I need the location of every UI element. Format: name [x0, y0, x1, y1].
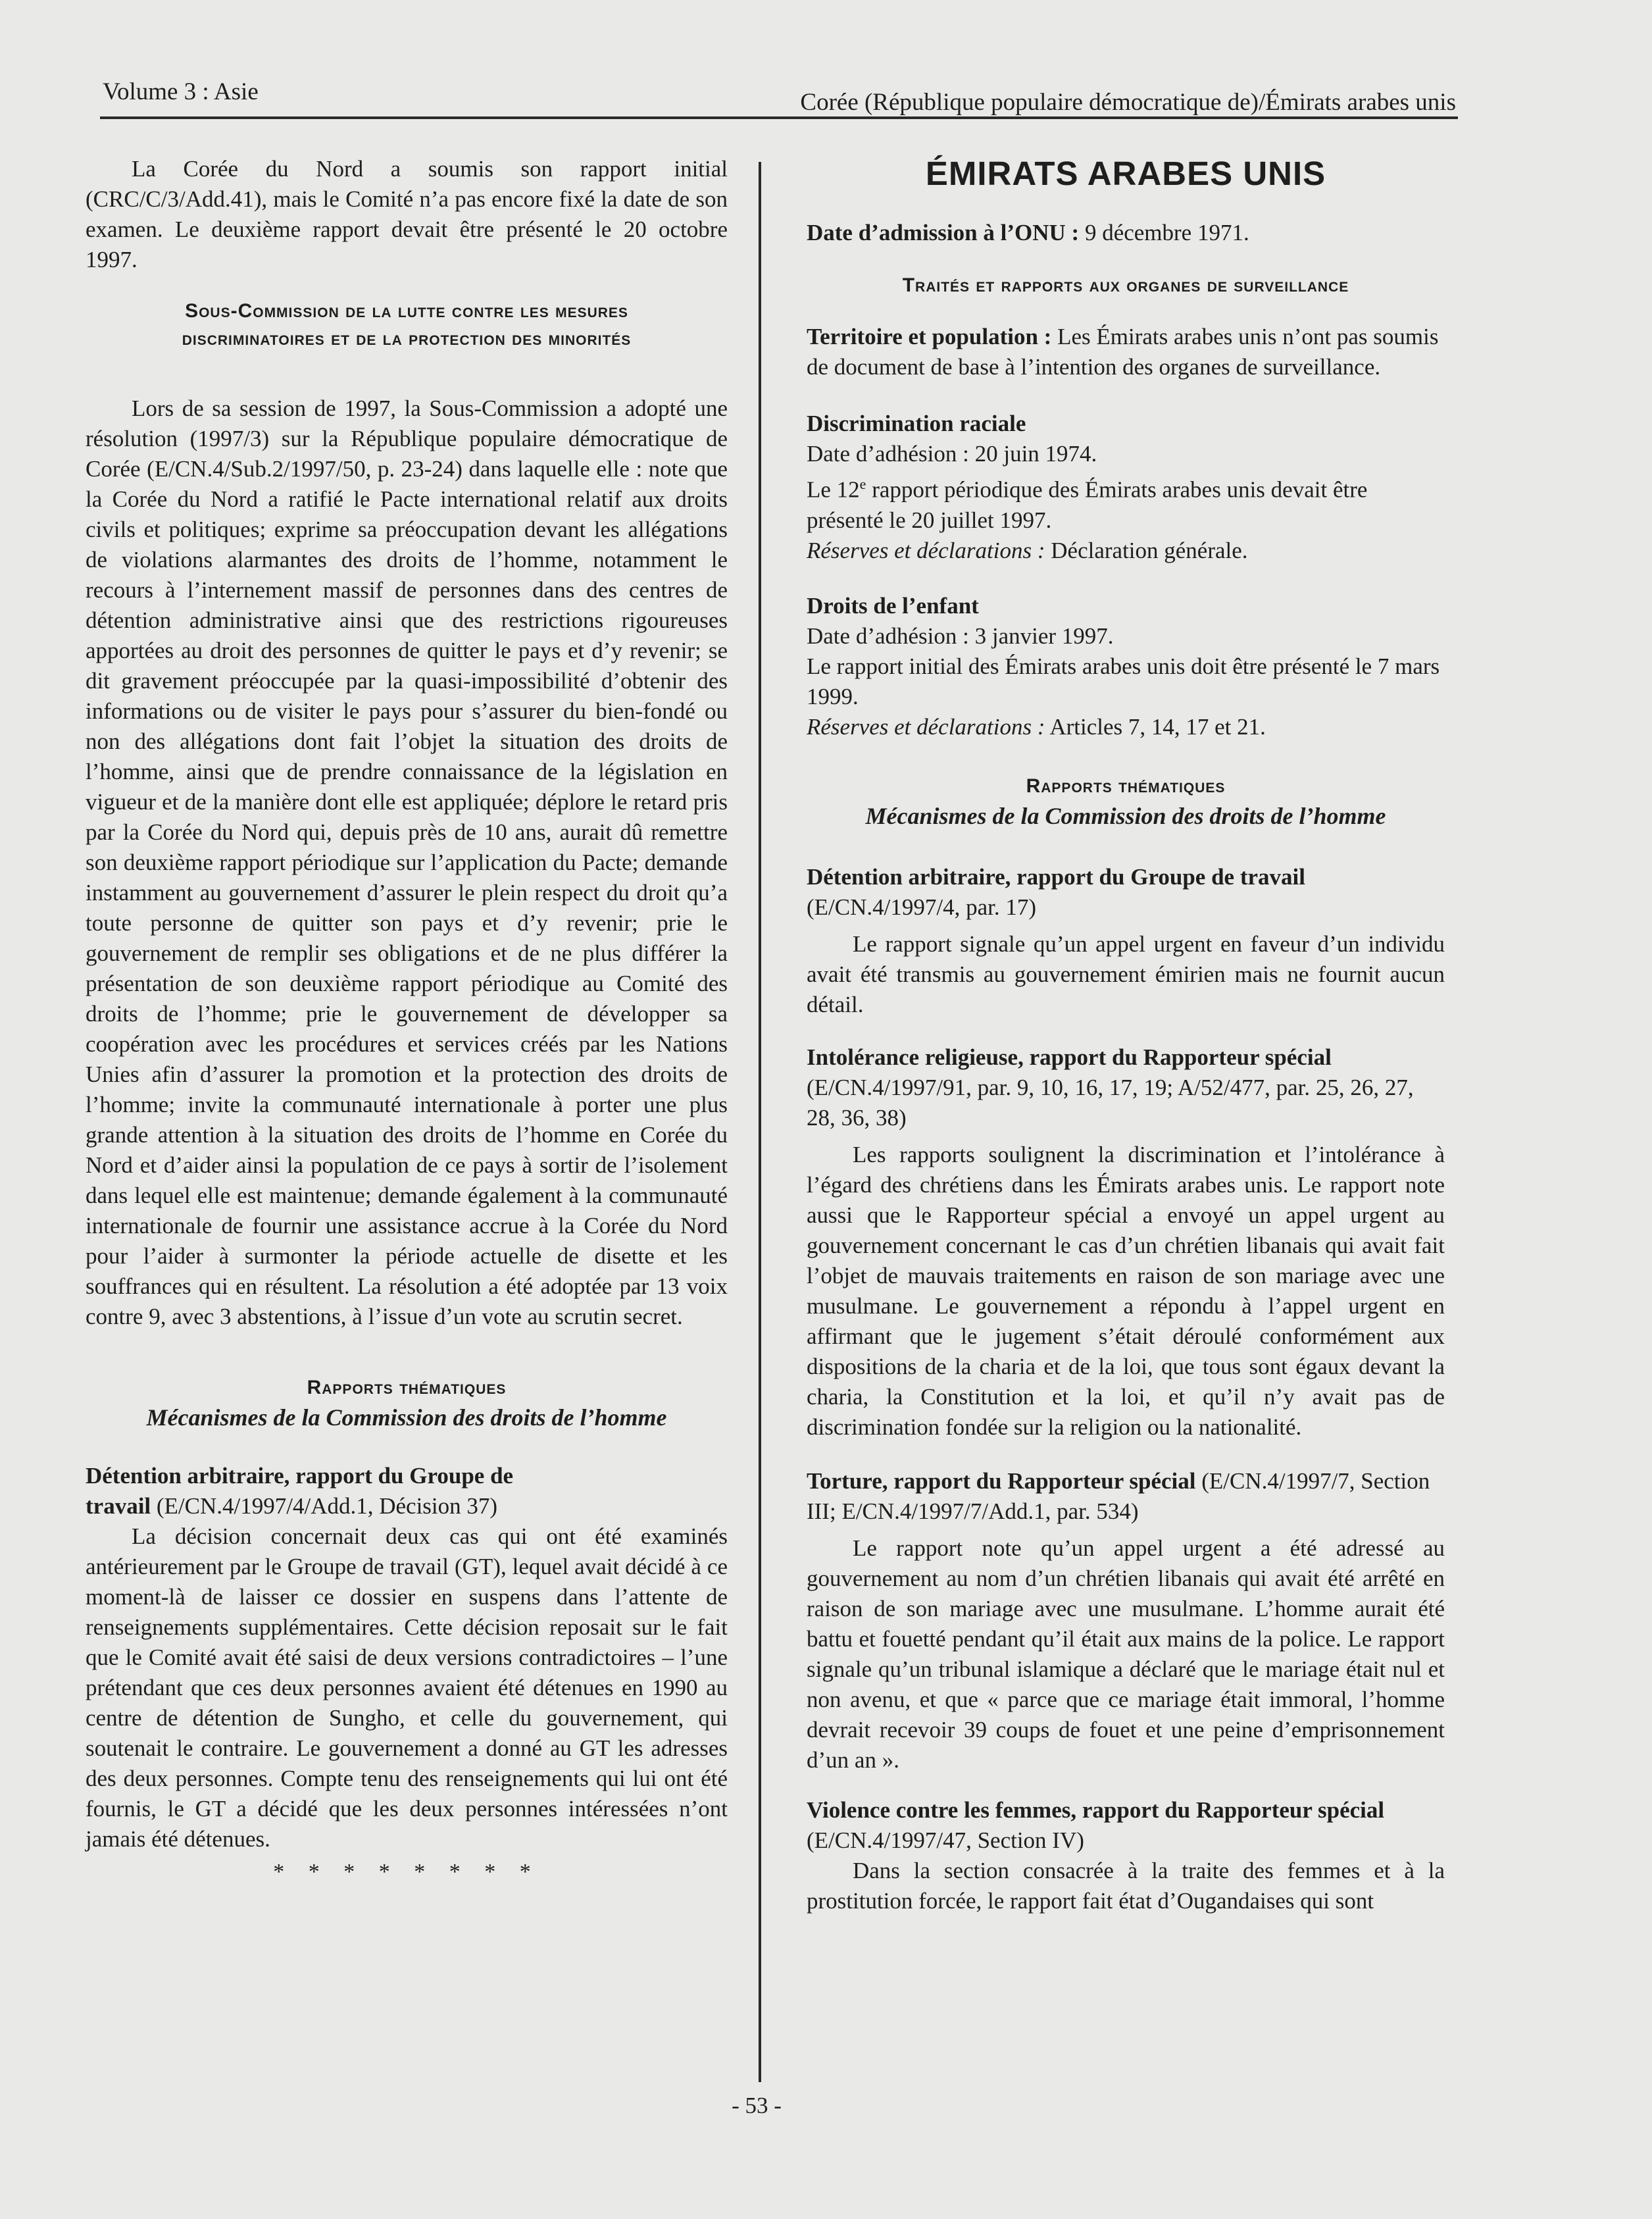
- admission-date: [807, 218, 1445, 248]
- treaties-heading: Traités et rapports aux organes de surveillance: [902, 274, 1349, 296]
- child-heading: Droits de l’enfant: [807, 592, 979, 619]
- racial-discrimination-section: [807, 409, 1445, 566]
- page-number: - 53 -: [732, 2093, 782, 2118]
- religious-heading: Intolérance religieuse, rapport du Rapporteur spécial: [807, 1044, 1332, 1070]
- column-divider: [759, 162, 761, 2082]
- racial-report: Le 12e rapport périodique des Émirats arabes unis devait être présenté le 20 juillet 1997.: [807, 476, 1368, 533]
- detention-paragraph: La décision concernait deux cas qui ont été examinés antérieurement par le Groupe de travail (GT), lequel avait décidé à ce moment-là de laisser ce dossier en suspens dans l’attente de renseignements supplémentaires. Cette décision reposait sur le fait que le Comité avait été saisi de deux versions contradictoires – l’une prétendant que ces deux personnes avaient été détenues en 1990 au centre de détention de Sungho, et celle du gouvernement, qui soutenait le contraire. Le gouvernement a donné au GT les adresses des deux personnes. Compte tenu des renseignements qui lui ont été fournis, le GT a décidé que les deux personnes intéressées n’ont jamais été détenues.: [86, 1523, 728, 1852]
- torture-heading-line: [807, 1466, 1445, 1527]
- territory-paragraph: [807, 322, 1445, 382]
- child-report: Le rapport initial des Émirats arabes unis doit être présenté le 7 mars 1999.: [807, 653, 1440, 709]
- child-reserves: Réserves et déclarations : Articles 7, 14, 17 et 21.: [807, 713, 1266, 740]
- detention-heading-line1: Détention arbitraire, rapport du Groupe de: [86, 1463, 514, 1489]
- detention-reference-right: (E/CN.4/1997/4, par. 17): [807, 894, 1036, 920]
- detention-reference: (E/CN.4/1997/4/Add.1, Décision 37): [151, 1493, 498, 1519]
- violence-heading-line: [807, 1795, 1445, 1856]
- torture-reference: (E/CN.4/1997/7, Section III; E/CN.4/1997/7/Add.1, par. 534): [807, 1467, 1430, 1524]
- torture-paragraph: Le rapport note qu’un appel urgent a été adressé au gouvernement au nom d’un chrétien libanais qui avait été arrêté en raison de son mariage avec une musulmane. L’homme aurait été battu et fouetté pendant qu’il était aux mains de la police. Le rapport signale qu’un tribunal islamique a déclaré que le mariage était nul et non avenu, et que « parce que ce mariage était immoral, l’homme devrait recevoir 39 coups de fouet et une peine d’emprisonnement d’un an ».: [807, 1535, 1445, 1773]
- country-title: ÉMIRATS ARABES UNIS: [925, 155, 1326, 192]
- violence-paragraph: Dans la section consacrée à la traite des femmes et à la prostitution forcée, le rapport fait état d’Ougandaises qui sont: [807, 1857, 1445, 1914]
- territory-text: Les Émirats arabes unis n’ont pas soumis de document de base à l’intention des organes de surveillance.: [807, 324, 1439, 380]
- detention-paragraph-right: Le rapport signale qu’un appel urgent en faveur d’un individu avait été transmis au gouvernement émirien mais ne fournit aucun détail.: [807, 931, 1445, 1017]
- subcommission-heading-line1: Sous-Commission de la lutte contre les mesures: [185, 300, 628, 322]
- torture-heading: Torture, rapport du Rapporteur spécial: [807, 1467, 1196, 1494]
- subcommission-heading: [86, 297, 728, 353]
- detention-heading-right: Détention arbitraire, rapport du Groupe de travail: [807, 863, 1305, 890]
- child-rights-section: [807, 591, 1445, 742]
- violence-heading: Violence contre les femmes, rapport du Rapporteur spécial: [807, 1797, 1385, 1823]
- korea-intro-paragraph: La Corée du Nord a soumis son rapport initial (CRC/C/3/Add.41), mais le Comité n’a pas encore fixé la date de son examen. Le deuxième rapport devait être présenté le 20 octobre 1997.: [86, 156, 728, 272]
- religious-reference: (E/CN.4/1997/91, par. 9, 10, 16, 17, 19; A/52/477, par. 25, 26, 27, 28, 36, 38): [807, 1074, 1414, 1131]
- header-rule: [100, 116, 1458, 119]
- child-date: Date d’adhésion : 3 janvier 1997.: [807, 623, 1114, 649]
- subcommission-paragraph: Lors de sa session de 1997, la Sous-Commission a adopté une résolution (1997/3) sur la République populaire démocratique de Corée (E/CN.4/Sub.2/1997/50, p. 23-24) dans laquelle elle : note que la Corée du Nord a ratifié le Pacte international relatif aux droits civils et politiques; exprime sa préoccupation devant les allégations de violations alarmantes des droits de l’homme, notamment le recours à l’internement massif de personnes dans des centres de détention administrative ainsi que des restrictions rigoureuses apportées au droit des personnes de quitter le pays et d’y revenir; se dit gravement préoccupée par la quasi-impossibilité d’obtenir des informations ou de visiter le pays pour s’assurer du bien-fondé ou non des allégations dont fait l’objet la situation des droits de l’homme, ainsi que de prendre connaissance de la législation en vigueur et de la manière dont elle est appliquée; déplore le retard pris par la Corée du Nord qui, depuis près de 10 ans, aurait dû remettre son deuxième rapport périodique sur l’application du Pacte; demande instamment au gouvernement d’assurer le plein respect du droit qu’a toute personne de quitter son pays et d’y revenir; prie le gouvernement de remplir ses obligations et de ne plus différer la présentation de son deuxième rapport périodique au Comité des droits de l’homme; prie le gouvernement de développer sa coopération avec les procédures et services créés par les Nations Unies afin d’assurer la promotion et la protection des droits de l’homme; invite la communauté internationale à porter une plus grande attention à la situation des droits de l’homme en Corée du Nord et d’aider ainsi la population de ce pays à sortir de l’isolement dans lequel elle est maintenue; demande également à la communauté internationale de fournir une assistance accrue à la Corée du Nord pour l’aider à surmonter la période actuelle de disette et les souffrances qui en résultent. La résolution a été adoptée par 13 voix contre 9, avec 3 abstentions, à l’issue d’un vote au scrutin secret.: [86, 395, 728, 1329]
- territory-label: Territoire et population :: [807, 324, 1052, 349]
- racial-date: Date d’adhésion : 20 juin 1974.: [807, 441, 1097, 467]
- racial-reserves: Réserves et déclarations : Déclaration générale.: [807, 537, 1248, 563]
- detention-section-right: [807, 862, 1445, 1020]
- admission-value: 9 décembre 1971.: [1079, 220, 1249, 245]
- detention-heading: [86, 1461, 728, 1521]
- thematic-reports-heading-right: Rapports thématiques: [1026, 775, 1226, 797]
- mechanisms-subheading-right: Mécanismes de la Commission des droits de l’homme: [865, 802, 1386, 829]
- admission-label: Date d’admission à l’ONU :: [807, 220, 1080, 245]
- section-separator-stars: * * * * * * * *: [273, 1860, 540, 1884]
- running-header-right: Corée (République populaire démocratique de)/Émirats arabes unis: [800, 89, 1456, 116]
- religious-paragraph: Les rapports soulignent la discrimination et l’intolérance à l’égard des chrétiens dans les Émirats arabes unis. Le rapport note aussi que le Rapporteur spécial a envoyé un appel urgent au gouvernement concernant le cas d’un chrétien libanais qui avait fait l’objet de mauvais traitements en raison de son mariage avec une musulmane. Le gouvernement a répondu à l’appel urgent en affirmant que le jugement s’était déroulé conformément aux dispositions de la charia et de la loi, que tous sont égaux devant la charia, la Constitution et la loi, et qu’il n’y avait pas de discrimination fondée sur la religion ou la nationalité.: [807, 1141, 1445, 1440]
- running-header-left: Volume 3 : Asie: [103, 78, 259, 105]
- torture-section: [807, 1466, 1445, 1775]
- subcommission-heading-line2: discriminatoires et de la protection des minorités: [182, 328, 632, 349]
- thematic-reports-heading: Rapports thématiques: [307, 1377, 507, 1398]
- left-column: [86, 149, 728, 1885]
- violence-reference: (E/CN.4/1997/47, Section IV): [807, 1827, 1084, 1853]
- violence-women-section: [807, 1795, 1445, 1916]
- racial-heading: Discrimination raciale: [807, 411, 1026, 436]
- religious-intolerance-section: [807, 1042, 1445, 1442]
- right-column: [807, 149, 1445, 1916]
- detention-heading-line2: travail: [86, 1493, 151, 1519]
- mechanisms-subheading: Mécanismes de la Commission des droits de l’homme: [146, 1404, 667, 1431]
